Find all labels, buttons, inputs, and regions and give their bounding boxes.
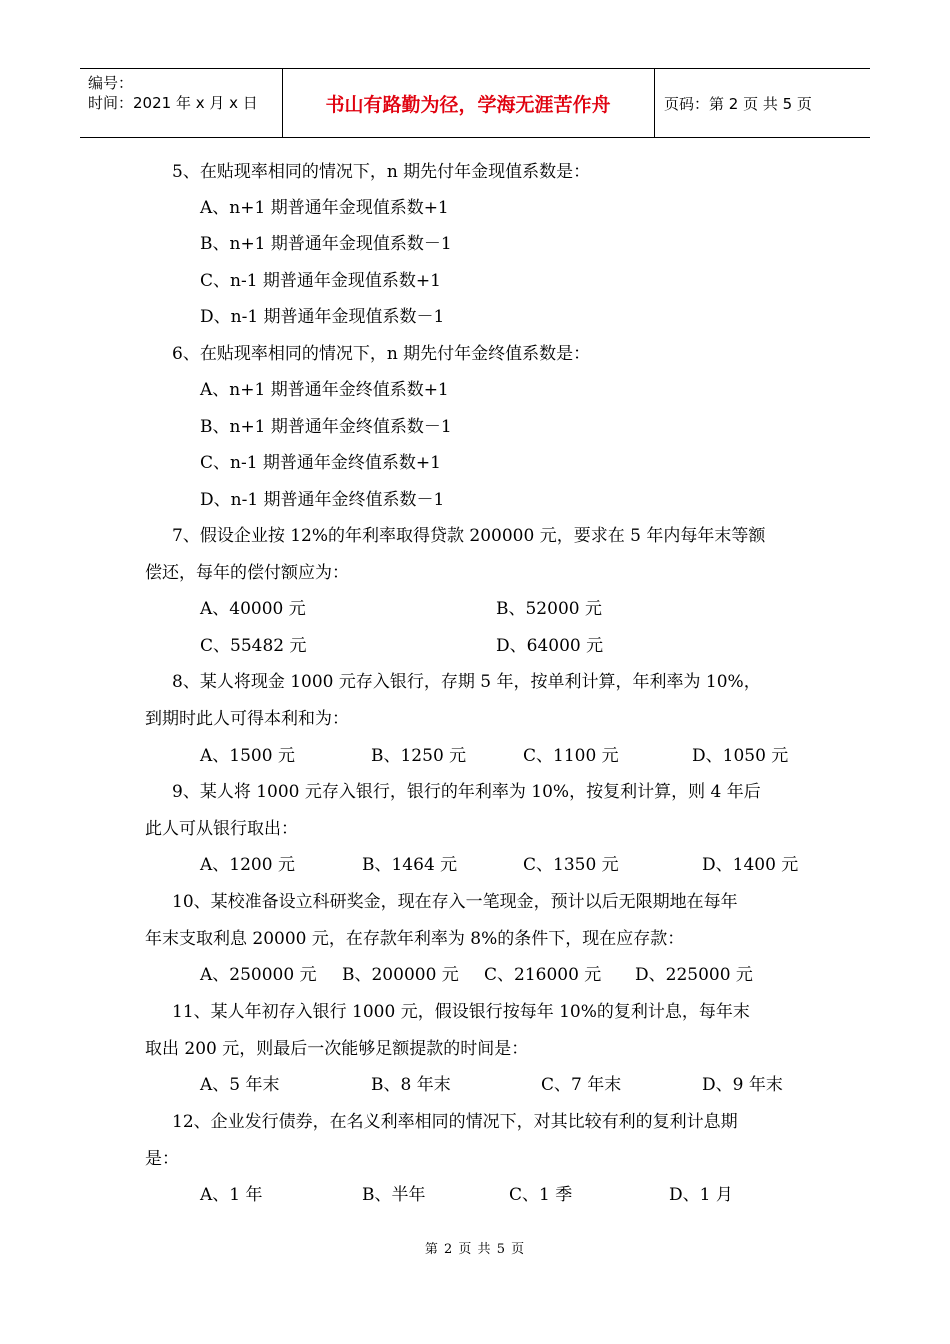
option: B、8 年末 xyxy=(371,1075,451,1095)
option: D、n-1 期普通年金现值系数－1 xyxy=(200,307,445,327)
header-motto: 书山有路勤为径，学海无涯苦作舟 xyxy=(325,93,611,116)
question-stem: 12、企业发行债券，在名义利率相同的情况下，对其比较有利的复利计息期 xyxy=(172,1112,738,1132)
option: C、n-1 期普通年金现值系数+1 xyxy=(200,271,441,291)
option: D、225000 元 xyxy=(635,965,753,985)
option: A、250000 元 xyxy=(200,965,317,985)
option: C、n-1 期普通年金终值系数+1 xyxy=(200,453,441,473)
option: A、40000 元 xyxy=(200,599,306,619)
option: A、1500 元 xyxy=(200,746,295,766)
option: B、n+1 期普通年金现值系数－1 xyxy=(200,234,452,254)
option: A、1 年 xyxy=(200,1185,263,1205)
option: D、64000 元 xyxy=(496,636,604,656)
option: C、7 年末 xyxy=(541,1075,622,1095)
option: C、1100 元 xyxy=(523,746,619,766)
question-stem-continued: 偿还，每年的偿付额应为： xyxy=(145,563,349,583)
option: C、216000 元 xyxy=(484,965,602,985)
question-stem: 10、某校准备设立科研奖金，现在存入一笔现金，预计以后无限期地在每年 xyxy=(172,892,738,912)
option: B、半年 xyxy=(362,1185,426,1205)
option: B、200000 元 xyxy=(342,965,459,985)
option: A、1200 元 xyxy=(200,855,295,875)
question-stem-continued: 到期时此人可得本利和为： xyxy=(145,709,349,729)
option: A、n+1 期普通年金终值系数+1 xyxy=(200,380,449,400)
option: C、1 季 xyxy=(509,1185,573,1205)
option: D、1050 元 xyxy=(692,746,789,766)
question-stem: 11、某人年初存入银行 1000 元，假设银行按每年 10%的复利计息，每年末 xyxy=(172,1002,750,1022)
page-footer: 第 2 页 共 5 页 xyxy=(424,1242,526,1257)
document-time-label: 时间：2021 年 x 月 x 日 xyxy=(88,94,258,112)
question-stem: 7、假设企业按 12%的年利率取得贷款 200000 元，要求在 5 年内每年末等额 xyxy=(172,526,766,546)
option: C、55482 元 xyxy=(200,636,307,656)
question-stem: 8、某人将现金 1000 元存入银行，存期 5 年，按单利计算，年利率为 10%， xyxy=(172,672,761,692)
option: A、n+1 期普通年金现值系数+1 xyxy=(200,198,449,218)
option: B、1464 元 xyxy=(362,855,458,875)
option: D、n-1 期普通年金终值系数－1 xyxy=(200,490,445,510)
option: B、n+1 期普通年金终值系数－1 xyxy=(200,417,452,437)
question-stem-continued: 此人可从银行取出： xyxy=(145,819,298,839)
question-stem-continued: 是： xyxy=(145,1149,179,1169)
option: D、9 年末 xyxy=(702,1075,783,1095)
option: D、1400 元 xyxy=(702,855,799,875)
header-divider xyxy=(654,69,655,137)
option: B、1250 元 xyxy=(371,746,467,766)
header-meta xyxy=(88,73,258,113)
question-stem: 5、在贴现率相同的情况下，n 期先付年金现值系数是： xyxy=(172,162,591,182)
option: A、5 年末 xyxy=(200,1075,280,1095)
option: D、1 月 xyxy=(669,1185,733,1205)
page-header xyxy=(80,68,870,138)
document-number-label: 编号： xyxy=(88,74,134,92)
question-stem: 9、某人将 1000 元存入银行，银行的年利率为 10%，按复利计算，则 4 年后 xyxy=(172,782,761,802)
question-stem: 6、在贴现率相同的情况下，n 期先付年金终值系数是： xyxy=(172,344,591,364)
question-stem-continued: 年末支取利息 20000 元，在存款年利率为 8%的条件下，现在应存款： xyxy=(145,929,685,949)
question-stem-continued: 取出 200 元，则最后一次能够足额提款的时间是： xyxy=(145,1039,529,1059)
option: C、1350 元 xyxy=(523,855,619,875)
header-page-info: 页码：第 2 页 共 5 页 xyxy=(664,94,812,113)
option: B、52000 元 xyxy=(496,599,602,619)
